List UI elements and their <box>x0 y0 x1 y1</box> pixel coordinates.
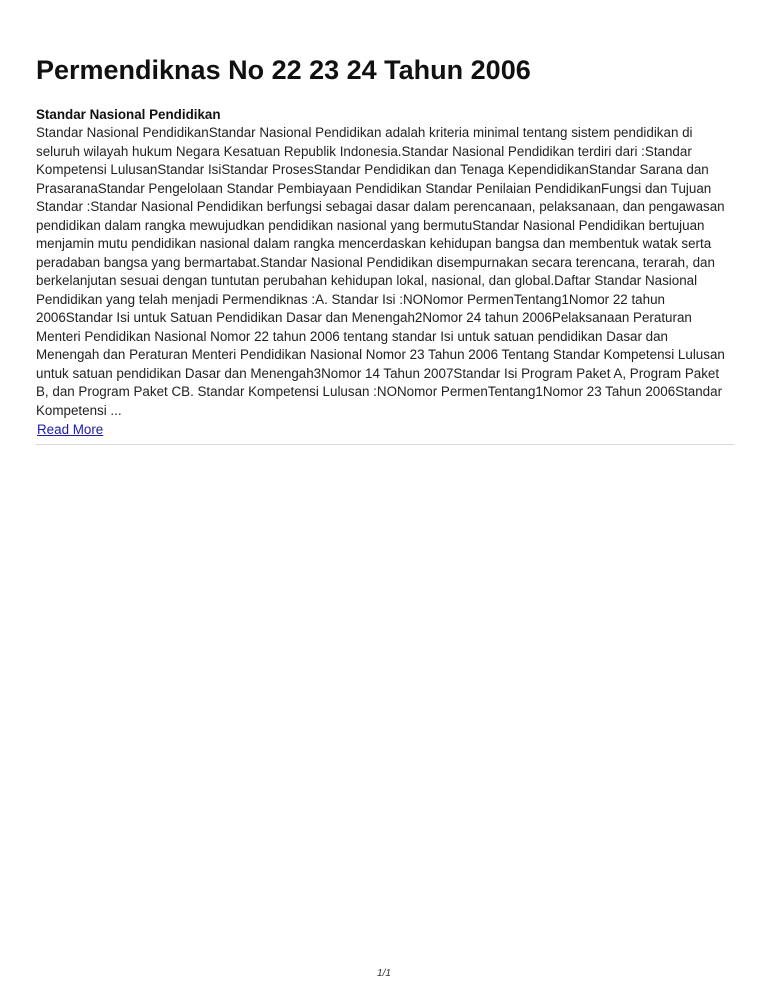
page-number: 1/1 <box>377 968 391 979</box>
document-page <box>36 52 734 445</box>
section-heading: Standar Nasional Pendidikan <box>36 107 221 122</box>
page-title: Permendiknas No 22 23 24 Tahun 2006 <box>36 55 531 85</box>
section-divider <box>36 444 734 445</box>
section-body-text: Standar Nasional PendidikanStandar Nasional Pendidikan adalah kriteria minimal tentang sistem pendidikan di seluruh wilayah hukum Negara Kesatuan Republik Indonesia.Standar Nasional Pendidikan terdiri dari :Standar Kompetensi LulusanStandar IsiStandar ProsesStandar Pendidikan dan Tenaga KependidikanStandar Sarana dan PrasaranaStandar Pengelolaan Standar Pembiayaan Pendidikan Standar Penilaian PendidikanFungsi dan Tujuan Standar :Standar Nasional Pendidikan berfungsi sebagai dasar dalam perencanaan, pelaksanaan, dan pengawasan pendidikan dalam rangka mewujudkan pendidikan nasional yang bermutuStandar Nasional Pendidikan bertujuan menjamin mutu pendidikan nasional dalam rangka mencerdaskan kehidupan bangsa dan membentuk watak serta peradaban bangsa yang bermartabat.Standar Nasional Pendidikan disempurnakan secara terencana, terarah, dan berkelanjutan sesuai dengan tuntutan perubahan kehidupan lokal, nasional, dan global.Daftar Standar Nasional Pendidikan yang telah menjadi Permendiknas :A. Standar Isi :NONomor PermenTentang1Nomor 22 tahun 2006Standar Isi untuk Satuan Pendidikan Dasar dan Menengah2Nomor 24 tahun 2006Pelaksanaan Peraturan Menteri Pendidikan Nasional Nomor 22 tahun 2006 tentang standar Isi untuk satuan pendidikan Dasar dan Menengah dan Peraturan Menteri Pendidikan Nasional Nomor 23 Tahun 2006 Tentang Standar Kompetensi Lulusan untuk satuan pendidikan Dasar dan Menengah3Nomor 14 Tahun 2007Standar Isi Program Paket A, Program Paket B, dan Program Paket CB. Standar Kompetensi Lulusan :NONomor PermenTentang1Nomor 23 Tahun 2006Standar Kompetensi ... <box>36 125 725 418</box>
article-section <box>36 106 734 439</box>
read-more-link[interactable]: Read More <box>37 422 104 437</box>
